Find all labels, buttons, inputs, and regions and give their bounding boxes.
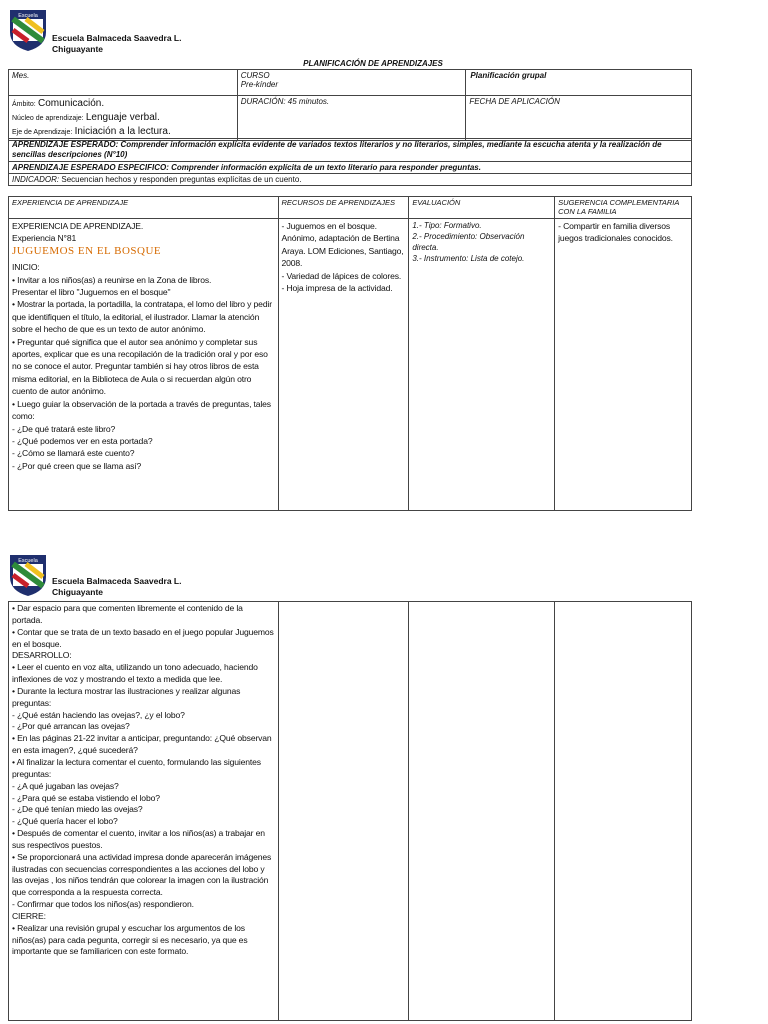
- inicio-label: INICIO:: [12, 262, 40, 273]
- evaluacion-cell: [409, 219, 555, 511]
- school-city: Chiguayante: [52, 44, 104, 54]
- text-line: • Se proporcionará una actividad impresa donde aparecerán imágenes ilustradas con secuencias correspondientes a las acciones del lobo y las ovejas , los niños tendrán que colorear la imagen con la ilustración que corresponda a la respuesta correcta.: [12, 851, 272, 898]
- aprendizaje-esperado: APRENDIZAJE ESPERADO: Comprender información explícita evidente de variados textos literarios y no literarios, simples, mediante la escucha atenta y la realización de sencillas descripciones (N°10): [9, 139, 692, 162]
- sugerencia-cell-empty: [555, 602, 692, 1021]
- header-evaluacion: EVALUACIÓN: [409, 197, 555, 219]
- school-crest-icon: [8, 8, 48, 52]
- text-line: • En las páginas 21-22 invitar a anticipar, preguntando: ¿Qué observan en esta imagen?, ¿qué sucederá?: [12, 733, 272, 756]
- text-line: - ¿Para qué se estaba vistiendo el lobo?: [12, 792, 160, 803]
- text-line: • Al finalizar la lectura comentar el cuento, formulando las siguientes preguntas:: [12, 756, 261, 779]
- planificacion-cell: Planificación grupal: [466, 70, 692, 96]
- evaluacion-list: [412, 220, 551, 264]
- nucleo-value: Lenguaje verbal.: [85, 112, 160, 123]
- school-header: [52, 33, 181, 55]
- experiencia-cell: [9, 219, 279, 511]
- eje-label: Eje de Aprendizaje:: [12, 129, 73, 136]
- text-line: 3.- Instrumento: Lista de cotejo.: [412, 254, 525, 263]
- inicio-lines: [12, 274, 275, 473]
- document-title: PLANIFICACIÓN DE APRENDIZAJES: [303, 59, 443, 68]
- mes-cell: Mes.: [9, 70, 238, 96]
- text-line: • Dar espacio para que comenten libremente el contenido de la portada.: [12, 603, 243, 625]
- text-line: - ¿Qué quería hacer el lobo?: [12, 816, 118, 827]
- text-line: - ¿Cómo se llamará este cuento?: [12, 448, 135, 459]
- text-line: - ¿A qué jugaban las ovejas?: [12, 780, 119, 791]
- exp-number: Experiencia N°81: [12, 233, 77, 244]
- text-line: - ¿Qué podemos ver en esta portada?: [12, 435, 153, 446]
- exp-title: EXPERIENCIA DE APRENDIZAJE.: [12, 221, 144, 231]
- header-experiencia: EXPERIENCIA DE APRENDIZAJE: [9, 197, 279, 219]
- experience-table-page-1: [8, 196, 692, 511]
- info-table: [8, 69, 692, 141]
- text-line: - Variedad de lápices de colores.: [281, 270, 402, 281]
- ambito-value: Comunicación.: [37, 98, 105, 109]
- text-line: • Preguntar qué significa que el autor sea anónimo y completar sus aportes, explicar que es una recopilación de la tradición oral y por eso no se conoce el autor. Preguntar también si hay otros libros de esta misma editorial, en la Biblioteca de Aula o si recuerdan algún otro cuento de autor anónimo.: [12, 336, 268, 397]
- experiencia-cell-continued: [9, 602, 279, 1021]
- ambito-label: Ámbito:: [12, 101, 36, 108]
- recursos-cell: [278, 219, 409, 511]
- experience-table-page-2: [8, 601, 692, 1021]
- crest-text: Escuela: [18, 558, 38, 564]
- school-name: Escuela Balmaceda Saavedra L.: [52, 33, 182, 43]
- text-line: - ¿Por qué creen que se llama así?: [12, 460, 142, 471]
- text-line: • Leer el cuento en voz alta, utilizando un tono adecuado, haciendo inflexiones de voz y mostrando el texto a medida que lee.: [12, 662, 258, 685]
- duracion-cell: DURACIÓN: 45 minutos.: [237, 96, 466, 141]
- crest-text: Escuela: [18, 13, 38, 19]
- curso-label: CURSO: [240, 71, 270, 80]
- header-sugerencia: SUGERENCIA COMPLEMENTARIA CON LA FAMILIA: [555, 197, 692, 219]
- text-line: 1.- Tipo: Formativo.: [412, 221, 482, 230]
- text-line: • Realizar una revisión grupal y escuchar los argumentos de los niños(as) para cada pegunta, corregir si es necesario, ya que es importante que se familiaricen con este formato.: [12, 922, 248, 957]
- text-line: • Durante la lectura mostrar las ilustraciones y realizar algunas preguntas:: [12, 685, 241, 708]
- eje-value: Iniciación a la lectura.: [74, 126, 171, 137]
- text-line: DESARROLLO:: [12, 650, 72, 661]
- text-line: • Después de comentar el cuento, invitar a los niños(as) a trabajar en sus respectivos puestos.: [12, 828, 265, 850]
- nucleo-label: Núcleo de aprendizaje:: [12, 115, 84, 122]
- aprendizaje-table: [8, 138, 692, 186]
- text-line: - Hoja impresa de la actividad.: [281, 283, 393, 294]
- text-line: - Juguemos en el bosque. Anónimo, adaptación de Bertina Araya. LOM Ediciones, Santiago, 2008.: [281, 221, 404, 269]
- text-line: - ¿Qué están haciendo las ovejas?, ¿y el lobo?: [12, 709, 185, 720]
- recursos-list: [282, 220, 406, 294]
- exp-name: JUGUEMOS EN EL BOSQUE: [12, 244, 162, 257]
- fecha-cell: FECHA DE APLICACIÓN: [466, 96, 692, 141]
- indicador-label: INDICADOR:: [12, 175, 60, 184]
- text-line: • Invitar a los niños(as) a reunirse en la Zona de libros.: [12, 274, 212, 285]
- curso-value: Pre-kínder: [240, 80, 279, 89]
- indicador-value: Secuencian hechos y responden preguntas explícitas de un cuento.: [61, 175, 302, 184]
- evaluacion-cell-empty: [409, 602, 555, 1021]
- text-line: - Confirmar que todos los niños(as) respondieron.: [12, 899, 194, 910]
- text-line: • Contar que se trata de un texto basado en el juego popular Juguemos en el bosque.: [12, 626, 274, 649]
- document-page-2: [0, 548, 768, 1024]
- ambito-cell: [9, 96, 238, 141]
- text-line: CIERRE:: [12, 910, 46, 921]
- sugerencia-cell: - Compartir en familia diversos juegos tradicionales conocidos.: [555, 219, 692, 511]
- text-line: - ¿Por qué arrancan las ovejas?: [12, 721, 130, 732]
- text-line: 2.- Procedimiento: Observación directa.: [412, 232, 525, 252]
- recursos-cell-empty: [278, 602, 409, 1021]
- indicador-cell: [9, 174, 692, 186]
- school-crest-icon: [8, 553, 48, 597]
- school-name: Escuela Balmaceda Saavedra L.: [52, 576, 182, 586]
- curso-cell: [237, 70, 466, 96]
- school-header: [52, 576, 181, 598]
- header-recursos: RECURSOS DE APRENDIZAJES: [278, 197, 409, 219]
- school-city: Chiguayante: [52, 587, 104, 597]
- text-line: • Mostrar la portada, la portadilla, la contratapa, el lomo del libro y pedir que identifiquen el título, la editorial, el ilustrador. Llamar la atención sobre el hecho de que es un texto de autor anónimo.: [12, 299, 272, 335]
- text-line: - ¿De qué tratará este libro?: [12, 423, 116, 434]
- aprendizaje-esperado-especifico: APRENDIZAJE ESPERADO ESPECIFICO: Comprender información explícita de un texto literario para responder preguntas.: [9, 162, 692, 174]
- page-gap: [0, 530, 768, 548]
- text-line: • Luego guiar la observación de la portada a través de preguntas, tales como:: [12, 398, 271, 422]
- desarrollo-lines: [12, 603, 275, 958]
- text-line: Presentar el libro "Juguemos en el bosque": [12, 287, 171, 298]
- text-line: - ¿De qué tenían miedo las ovejas?: [12, 804, 143, 815]
